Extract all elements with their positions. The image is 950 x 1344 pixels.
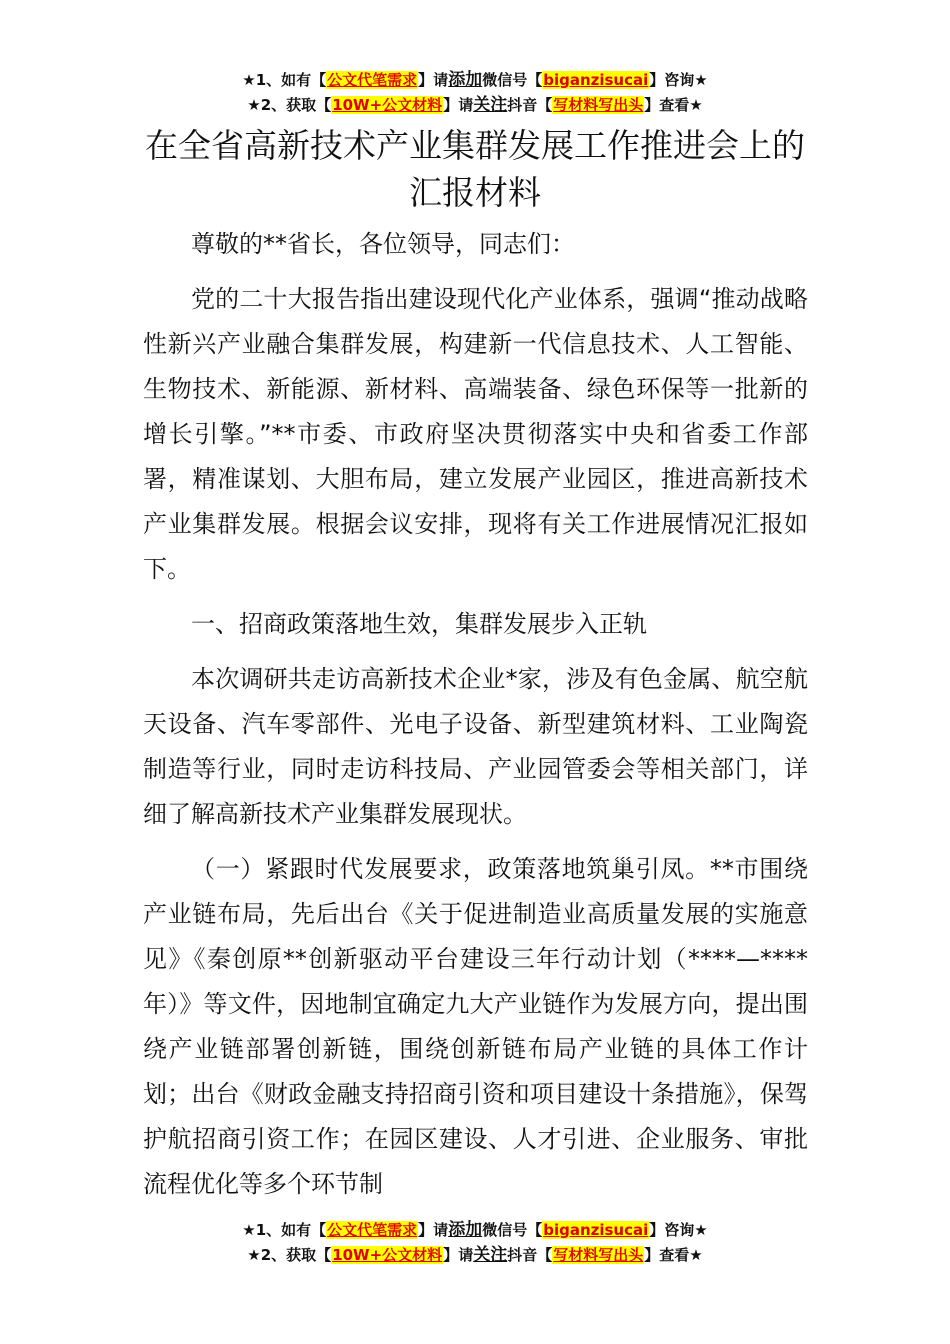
banner-text: ★1、如有【 xyxy=(242,1221,327,1239)
banner-line-2 xyxy=(0,1243,950,1268)
paragraph-policy: （一）紧跟时代发展要求，政策落地筑巢引凤。**市围绕产业链布局，先后出台《关于促进制造业高质量发展的实施意见》《秦创原**创新驱动平台建设三年行动计划（****—****年）》等文件，因地制宜确定九大产业链作为发展方向，提出围绕产业链部署创新链，围绕创新链布局产业链的具体工作计划；出台《财政金融支持招商引资和项目建设十条措施》，保驾护航招商引资工作；在园区建设、人才引进、企业服务、审批流程优化等多个环节制 xyxy=(143,855,808,1198)
banner-highlight: 写材料写出头 xyxy=(553,1246,644,1264)
banner-text: 微信号【 xyxy=(482,1221,543,1239)
salutation: 尊敬的**省长，各位领导，同志们： xyxy=(191,230,575,258)
banner-highlight: 公文代笔需求 xyxy=(327,1221,418,1239)
footer-banner xyxy=(0,1218,950,1268)
banner-text: 】查看★ xyxy=(644,96,703,114)
paragraph-intro: 党的二十大报告指出建设现代化产业体系，强调“推动战略性新兴产业融合集群发展，构建新一代信息技术、人工智能、生物技术、新能源、新材料、高端装备、绿色环保等一批新的增长引擎。”**市委、市政府坚决贯彻落实中央和省委工作部署，精准谋划、大胆布局，建立发展产业园区，推进高新技术产业集群发展。根据会议安排，现将有关工作进展情况汇报如下。 xyxy=(143,285,808,583)
banner-highlight: 公文代笔需求 xyxy=(327,71,418,89)
banner-text: 抖音【 xyxy=(507,96,553,114)
banner-highlight: 写材料写出头 xyxy=(553,96,644,114)
banner-text: 】查看★ xyxy=(644,1246,703,1264)
banner-emphasis: 关注 xyxy=(473,1245,508,1265)
banner-text: ★2、获取【 xyxy=(247,1246,332,1264)
banner-emphasis: 添加 xyxy=(448,1220,483,1240)
banner-text: 】咨询★ xyxy=(649,71,708,89)
banner-text: 】请 xyxy=(418,71,449,89)
banner-emphasis: 关注 xyxy=(473,95,508,115)
banner-text: 】请 xyxy=(443,96,474,114)
banner-text: 】请 xyxy=(443,1246,474,1264)
banner-highlight: biganzisucai xyxy=(543,71,649,89)
banner-highlight: 10W+公文材料 xyxy=(332,1246,443,1264)
banner-line-1 xyxy=(0,1218,950,1243)
banner-text: 】请 xyxy=(418,1221,449,1239)
banner-highlight: biganzisucai xyxy=(543,1221,649,1239)
banner-emphasis: 添加 xyxy=(448,70,483,90)
banner-highlight: 10W+公文材料 xyxy=(332,96,443,114)
banner-line-2 xyxy=(0,93,950,118)
banner-text: 】咨询★ xyxy=(649,1221,708,1239)
banner-text: 微信号【 xyxy=(482,71,543,89)
banner-line-1 xyxy=(0,68,950,93)
header-banner xyxy=(0,68,950,118)
banner-text: ★1、如有【 xyxy=(242,71,327,89)
banner-text: 抖音【 xyxy=(507,1246,553,1264)
document-title: 在全省高新技术产业集群发展工作推进会上的汇报材料 xyxy=(145,126,805,212)
banner-text: ★2、获取【 xyxy=(247,96,332,114)
section-heading: 一、招商政策落地生效，集群发展步入正轨 xyxy=(191,610,647,638)
paragraph-survey: 本次调研共走访高新技术企业*家，涉及有色金属、航空航天设备、汽车零部件、光电子设备、新型建筑材料、工业陶瓷制造等行业，同时走访科技局、产业园管委会等相关部门，详细了解高新技术产业集群发展现状。 xyxy=(143,665,808,828)
document-body xyxy=(143,222,808,1217)
